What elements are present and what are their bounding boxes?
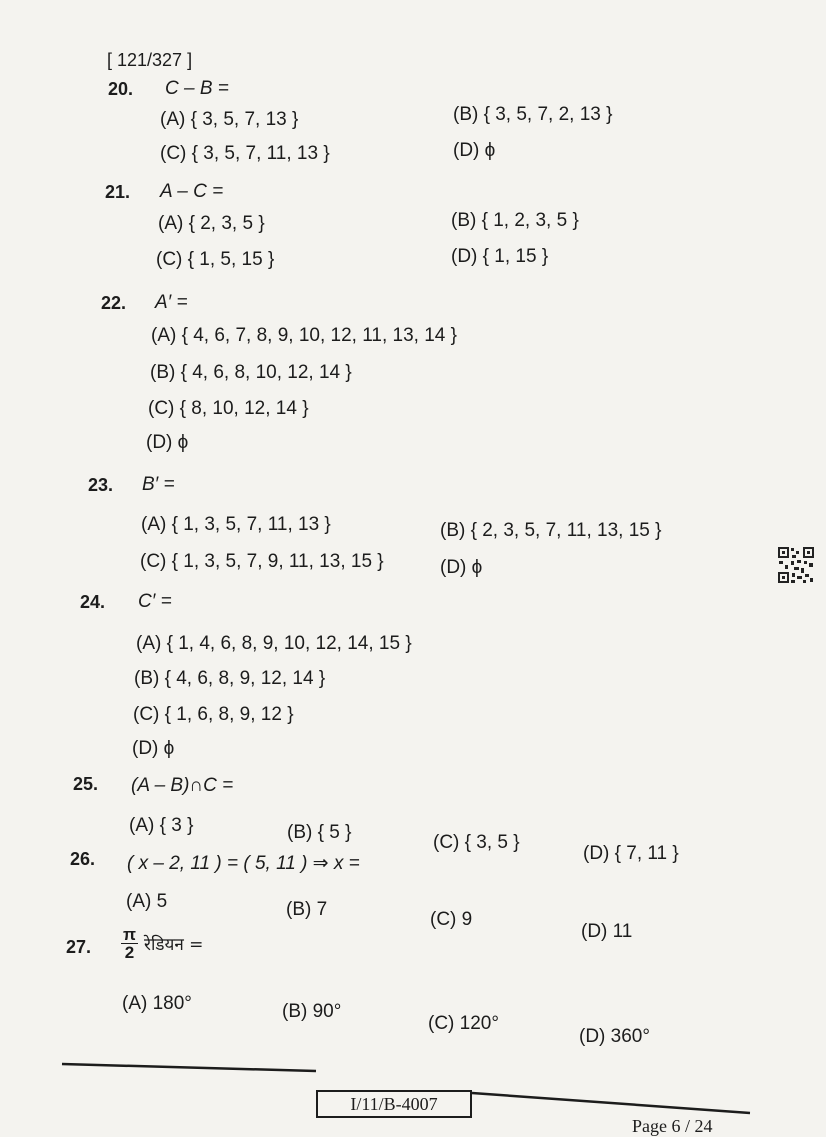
q24-option-c: (C) { 1, 6, 8, 9, 12 } bbox=[133, 704, 294, 725]
q27-option-a: (A) 180° bbox=[122, 993, 192, 1014]
q26-option-b: (B) 7 bbox=[286, 899, 328, 920]
q21-option-c: (C) { 1, 5, 15 } bbox=[156, 249, 275, 270]
q26-number: 26. bbox=[70, 849, 96, 869]
q20-option-d: (D) ϕ bbox=[453, 140, 496, 161]
q27-label: रेडियन = bbox=[144, 935, 204, 955]
q22-number: 22. bbox=[101, 293, 127, 313]
header-code: [ 121/327 ] bbox=[107, 50, 193, 70]
q26-text: ( x – 2, 11 ) = ( 5, 11 ) ⇒ x = bbox=[127, 853, 360, 874]
q25-option-a: (A) { 3 } bbox=[129, 815, 194, 836]
footer-paper-code: I/11/B-4007 bbox=[316, 1090, 472, 1118]
q22-text: A′ = bbox=[155, 292, 188, 313]
q26-option-a: (A) 5 bbox=[126, 891, 168, 912]
q24-option-d: (D) ϕ bbox=[132, 738, 175, 759]
q21-option-a: (A) { 2, 3, 5 } bbox=[158, 213, 265, 234]
q26-option-d: (D) 11 bbox=[581, 921, 633, 942]
q25-number: 25. bbox=[73, 774, 99, 794]
q23-text: B′ = bbox=[142, 474, 175, 495]
q20-option-b: (B) { 3, 5, 7, 2, 13 } bbox=[453, 104, 613, 125]
q27-text bbox=[121, 926, 203, 961]
q21-option-b: (B) { 1, 2, 3, 5 } bbox=[451, 210, 579, 231]
fraction-numerator: π bbox=[123, 925, 137, 944]
q23-option-c: (C) { 1, 3, 5, 7, 9, 11, 13, 15 } bbox=[140, 551, 384, 572]
q23-option-d: (D) ϕ bbox=[440, 557, 483, 578]
q23-option-a: (A) { 1, 3, 5, 7, 11, 13 } bbox=[141, 514, 331, 535]
pi-over-2-fraction bbox=[121, 926, 138, 961]
q21-text: A – C = bbox=[160, 181, 224, 202]
q20-text: C – B = bbox=[165, 78, 229, 99]
q22-option-d: (D) ϕ bbox=[146, 432, 189, 453]
q20-option-c: (C) { 3, 5, 7, 11, 13 } bbox=[160, 143, 330, 164]
q21-number: 21. bbox=[105, 182, 131, 202]
q24-option-a: (A) { 1, 4, 6, 8, 9, 10, 12, 14, 15 } bbox=[136, 633, 412, 654]
q25-text: (A – B)∩C = bbox=[131, 775, 234, 796]
q21-option-d: (D) { 1, 15 } bbox=[451, 246, 549, 267]
q27-number: 27. bbox=[66, 937, 92, 957]
q27-option-c: (C) 120° bbox=[428, 1013, 499, 1034]
q20-number: 20. bbox=[108, 79, 134, 99]
q22-option-c: (C) { 8, 10, 12, 14 } bbox=[148, 398, 309, 419]
q20-option-a: (A) { 3, 5, 7, 13 } bbox=[160, 109, 299, 130]
q25-option-b: (B) { 5 } bbox=[287, 822, 352, 843]
q24-option-b: (B) { 4, 6, 8, 9, 12, 14 } bbox=[134, 668, 326, 689]
q27-option-b: (B) 90° bbox=[282, 1001, 342, 1022]
fraction-denominator: 2 bbox=[124, 943, 135, 962]
q25-option-d: (D) { 7, 11 } bbox=[583, 843, 679, 864]
q23-number: 23. bbox=[88, 475, 114, 495]
q27-option-d: (D) 360° bbox=[579, 1026, 650, 1047]
q22-option-b: (B) { 4, 6, 8, 10, 12, 14 } bbox=[150, 362, 352, 383]
page-number: Page 6 / 24 bbox=[632, 1116, 713, 1136]
q23-option-b: (B) { 2, 3, 5, 7, 11, 13, 15 } bbox=[440, 520, 662, 541]
q24-number: 24. bbox=[80, 592, 106, 612]
q25-option-c: (C) { 3, 5 } bbox=[433, 832, 520, 853]
qr-code-icon bbox=[777, 546, 815, 584]
q24-text: C′ = bbox=[138, 591, 172, 612]
q26-option-c: (C) 9 bbox=[430, 909, 473, 930]
q22-option-a: (A) { 4, 6, 7, 8, 9, 10, 12, 11, 13, 14 } bbox=[151, 325, 457, 346]
